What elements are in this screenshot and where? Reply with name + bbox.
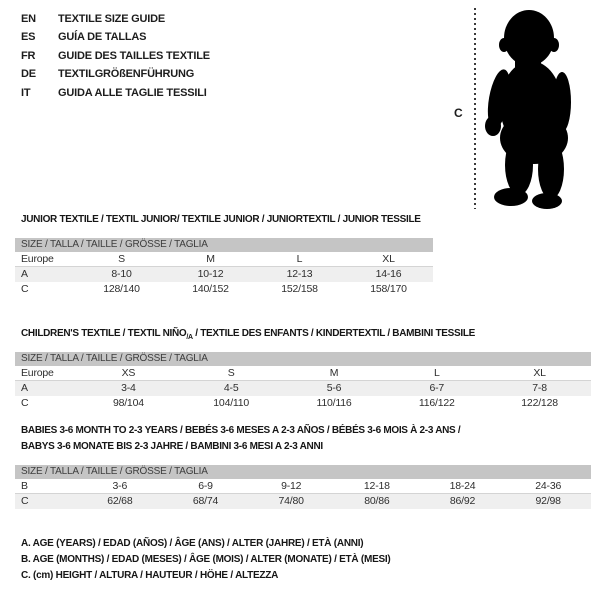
title-line: BABYS 3-6 MONATE BIS 2-3 JAHRE / BAMBINI 3-6 MESI A 2-3 ANNI xyxy=(21,440,323,452)
age-cell: 12-18 xyxy=(363,480,390,492)
childrens-textile-section xyxy=(15,327,591,411)
row-label: A xyxy=(21,268,28,280)
size-cell: M xyxy=(329,367,339,379)
size-cell: S xyxy=(118,253,125,265)
age-cell: 6-7 xyxy=(429,382,445,394)
size-cell: XL xyxy=(382,253,395,265)
table-row xyxy=(15,252,433,267)
height-cell: 122/128 xyxy=(521,397,558,409)
height-cell: 158/170 xyxy=(370,283,407,295)
language-code: EN xyxy=(21,13,36,25)
height-measure-label: C xyxy=(454,106,463,120)
age-cell: 7-8 xyxy=(532,382,547,394)
age-cell: 14-16 xyxy=(375,268,402,280)
height-cell: 80/86 xyxy=(364,495,390,507)
row-label: B xyxy=(21,480,28,492)
row-label: Europe xyxy=(21,367,54,379)
height-cell: 116/122 xyxy=(418,397,455,409)
size-cell: XL xyxy=(533,367,546,379)
language-row xyxy=(21,28,210,46)
legend-note-a: A. AGE (YEARS) / EDAD (AÑOS) / ÂGE (ANS) / ALTER (JAHRE) / ETÀ (ANNI) xyxy=(21,538,364,549)
height-cell: 92/98 xyxy=(535,495,561,507)
age-cell: 4-5 xyxy=(223,382,239,394)
height-cell: 128/140 xyxy=(103,283,140,295)
language-code: DE xyxy=(21,68,36,81)
age-cell: 5-6 xyxy=(326,382,342,394)
age-cell: 24-36 xyxy=(535,480,562,492)
table-row xyxy=(15,396,591,411)
toddler-silhouette-icon xyxy=(483,7,595,209)
height-measure-dotted-line xyxy=(474,8,476,209)
language-row xyxy=(21,47,210,65)
language-code: FR xyxy=(21,49,36,62)
height-cell: 104/110 xyxy=(213,397,250,409)
size-header-bar: SIZE / TALLA / TAILLE / GRÖSSE / TAGLIA xyxy=(15,352,591,366)
title-subscript: /A xyxy=(186,334,193,341)
age-cell: 18-24 xyxy=(449,480,476,492)
language-row xyxy=(21,84,210,102)
height-cell: 140/152 xyxy=(192,283,229,295)
size-cell: XS xyxy=(121,367,136,379)
age-cell: 8-10 xyxy=(111,268,132,280)
height-cell: 68/74 xyxy=(192,495,219,507)
table-row xyxy=(15,494,591,509)
table-row xyxy=(15,282,433,297)
language-code: IT xyxy=(21,86,31,99)
guide-title: TEXTILGRÖßENFÜHRUNG xyxy=(58,68,195,81)
size-cell: L xyxy=(296,253,303,265)
language-row xyxy=(21,10,210,28)
row-label: C xyxy=(21,397,29,409)
age-cell: 3-6 xyxy=(112,480,128,492)
height-cell: 110/116 xyxy=(316,397,352,409)
table-row xyxy=(15,479,591,494)
language-code: ES xyxy=(21,31,36,44)
row-label: A xyxy=(21,382,28,394)
title-line: BABIES 3-6 MONTH TO 2-3 YEARS / BEBÉS 3-6 MESES A 2-3 AÑOS / BÉBÉS 3-6 MOIS À 2-3 ANS / xyxy=(21,425,461,436)
row-label: C xyxy=(21,283,29,295)
legend-note-c: C. (cm) HEIGHT / ALTURA / HAUTEUR / HÖHE / ALTEZZA xyxy=(21,570,279,582)
height-cell: 98/104 xyxy=(112,397,144,409)
age-cell: 6-9 xyxy=(198,480,213,492)
age-cell: 9-12 xyxy=(281,480,302,492)
age-cell: 10-12 xyxy=(197,268,224,280)
size-cell: L xyxy=(433,367,440,379)
age-cell: 3-4 xyxy=(121,382,136,394)
babies-textile-section xyxy=(15,423,591,509)
legend-notes xyxy=(21,536,391,585)
language-title-list xyxy=(21,10,210,102)
junior-textile-section xyxy=(15,213,433,297)
table-row xyxy=(15,381,591,396)
row-label: Europe xyxy=(21,253,54,265)
size-header-bar: SIZE / TALLA / TAILLE / GRÖSSE / TAGLIA xyxy=(15,465,591,479)
title-text: CHILDREN'S TEXTILE / TEXTIL NIÑO xyxy=(21,328,187,339)
size-cell: S xyxy=(227,367,235,379)
table-title xyxy=(15,327,591,344)
size-cell: M xyxy=(206,253,215,265)
height-cell: 86/92 xyxy=(449,495,476,507)
guide-title: GUÍA DE TALLAS xyxy=(58,31,147,44)
guide-title: GUIDE DES TAILLES TEXTILE xyxy=(58,49,210,62)
age-cell: 12-13 xyxy=(286,268,313,280)
guide-title: TEXTILE SIZE GUIDE xyxy=(58,13,166,25)
table-row xyxy=(15,267,433,282)
height-cell: 62/68 xyxy=(107,495,133,507)
guide-title: GUIDA ALLE TAGLIE TESSILI xyxy=(58,86,207,99)
height-cell: 74/80 xyxy=(278,495,304,507)
size-header-bar: SIZE / TALLA / TAILLE / GRÖSSE / TAGLIA xyxy=(15,238,433,252)
legend-note-b: B. AGE (MONTHS) / EDAD (MESES) / ÂGE (MOIS) / ALTER (MONATE) / ETÀ (MESI) xyxy=(21,554,391,566)
table-title xyxy=(15,423,591,454)
row-label: C xyxy=(21,495,29,507)
language-row xyxy=(21,65,210,83)
table-row xyxy=(15,366,591,381)
title-text: / TEXTILE DES ENFANTS / KINDERTEXTIL / BAMBINI TESSILE xyxy=(192,328,476,339)
height-cell: 152/158 xyxy=(281,283,318,295)
table-title: JUNIOR TEXTILE / TEXTIL JUNIOR/ TEXTILE JUNIOR / JUNIORTEXTIL / JUNIOR TESSILE xyxy=(21,214,421,225)
